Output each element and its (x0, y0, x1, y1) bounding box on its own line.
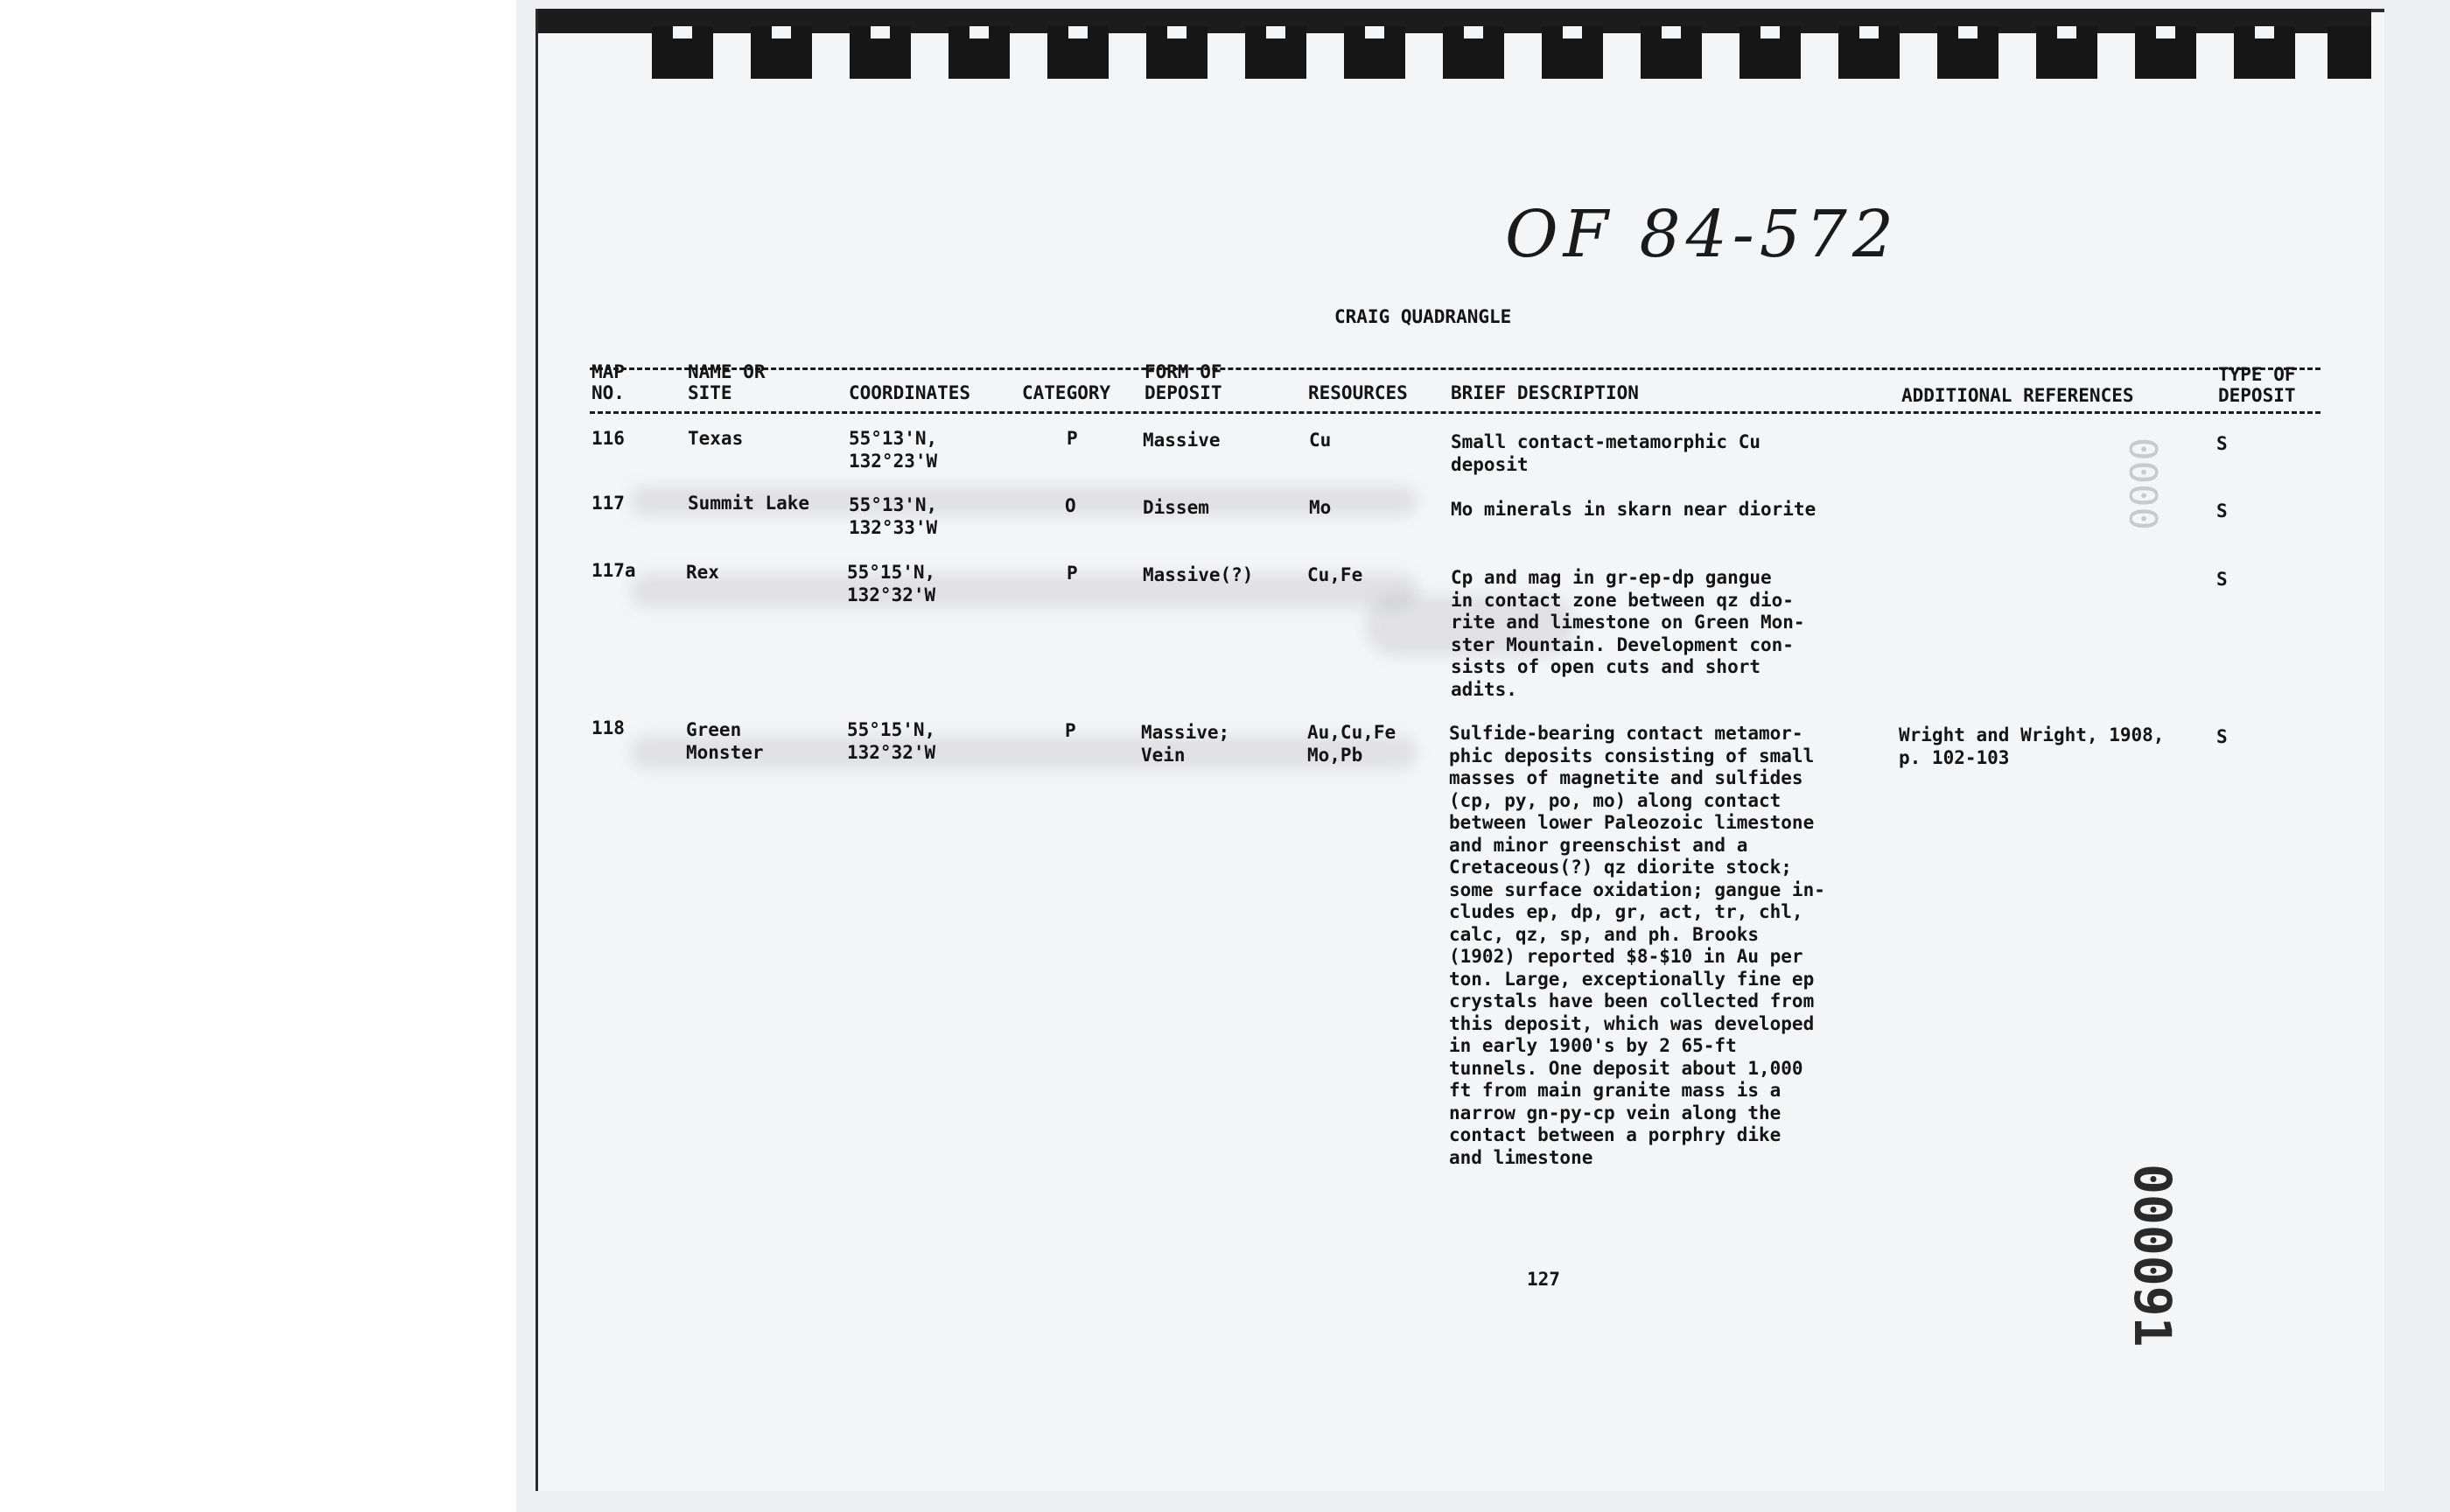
row-118-type: S (2216, 726, 2228, 747)
binding-tab (1641, 26, 1702, 79)
row-117-name: Summit Lake (688, 493, 810, 514)
row-117a-description: Cp and mag in gr-ep-dp gangue in contact zone between qz dio- rite and limestone on Green Mon- ster Mountain. Development con- sists of open cuts and short adits. (1451, 567, 1805, 700)
header-rule-bottom (590, 411, 2320, 414)
binding-tab (1838, 26, 1900, 79)
binding-tab (1146, 26, 1208, 79)
binding-tab (1245, 26, 1306, 79)
row-118-references: Wright and Wright, 1908, p. 102-103 (1899, 724, 2165, 768)
row-118-map-no: 118 (592, 718, 625, 738)
binding-tab (652, 26, 713, 79)
binding-tab (2328, 26, 2371, 79)
row-117a-category: P (1067, 563, 1078, 584)
row-117-map-no: 117 (592, 493, 625, 514)
row-117-form: Dissem (1143, 497, 1209, 518)
row-118-resources: Au,Cu,Fe Mo,Pb (1307, 722, 1396, 766)
header-name: NAME OR SITE (688, 361, 766, 403)
binding-tab (1937, 26, 1998, 79)
row-116-resources: Cu (1309, 430, 1332, 451)
binding-tab (850, 26, 911, 79)
header-coordinates: COORDINATES (849, 382, 971, 403)
row-117-description: Mo minerals in skarn near diorite (1451, 499, 1816, 520)
header-map-no: MAP NO. (592, 361, 625, 403)
row-118-description: Sulfide-bearing contact metamor- phic deposits consisting of small masses of magnetite and sulfides (cp, py, po, mo) along contact between lower Paleozoic limestone and minor greenschist and a Cretaceous(?) qz diorite stock; some surface oxidation; gangue in- cludes ep, dp, gr, act, tr, chl, calc, qz, sp, and ph. Brooks (1902) reported $8-$10 in Au per ton. Large, exceptionally fine ep crystals have been collected from this deposit, which was developed in early 1900's by 2 65-ft tunnels. One deposit about 1,000 ft from main granite mass is a narrow gn-py-cp vein along the contact between a porphry dike and limestone (1449, 723, 1825, 1168)
scan-smudge (630, 573, 1418, 608)
row-117a-resources: Cu,Fe (1307, 564, 1363, 585)
header-form: FORM OF DEPOSIT (1144, 361, 1222, 403)
row-117a-coordinates: 55°15'N, 132°32'W (847, 562, 936, 606)
header-rule-top (590, 368, 2320, 370)
row-117-category: O (1065, 495, 1076, 516)
page-number: 127 (1527, 1269, 1560, 1290)
row-117-resources: Mo (1309, 497, 1332, 518)
binding-tab (2234, 26, 2295, 79)
row-118-coordinates: 55°15'N, 132°32'W (847, 719, 936, 763)
stamp-number (2021, 1164, 2196, 1251)
row-117a-name: Rex (686, 562, 719, 583)
row-116-form: Massive (1143, 430, 1221, 451)
row-116-description: Small contact-metamorphic Cu deposit (1451, 431, 1761, 475)
row-118-name: Green Monster (686, 719, 764, 763)
row-116-map-no: 116 (592, 428, 625, 449)
binding-tab (1542, 26, 1603, 79)
binding-tab (1344, 26, 1405, 79)
binding-tab (2036, 26, 2097, 79)
row-117a-form: Massive(?) (1143, 564, 1254, 585)
row-117a-type: S (2216, 569, 2228, 590)
faint-stamp-number: 0000 (2120, 438, 2165, 530)
row-117-type: S (2216, 500, 2228, 522)
binding-tab (948, 26, 1010, 79)
row-116-coordinates: 55°13'N, 132°23'W (849, 428, 938, 472)
row-118-form: Massive; Vein (1141, 722, 1230, 766)
binding-tab (1443, 26, 1504, 79)
binding-tab (751, 26, 812, 79)
handwritten-file-number: OF 84-572 (1505, 197, 1899, 272)
row-116-category: P (1067, 428, 1078, 449)
binding-tab (1740, 26, 1801, 79)
binding-tab (1047, 26, 1109, 79)
header-category: CATEGORY (1022, 382, 1111, 403)
row-118-category: P (1065, 720, 1076, 741)
header-type: TYPE OF DEPOSIT (2218, 364, 2296, 406)
row-117-coordinates: 55°13'N, 132°33'W (849, 494, 938, 538)
header-references: ADDITIONAL REFERENCES (1901, 385, 2134, 406)
binding-tab (2135, 26, 2196, 79)
row-117a-map-no: 117a (592, 560, 636, 581)
row-116-name: Texas (688, 428, 744, 449)
page-title: CRAIG QUADRANGLE (1334, 306, 1512, 327)
header-description: BRIEF DESCRIPTION (1451, 382, 1639, 403)
header-resources: RESOURCES (1308, 382, 1408, 403)
row-116-type: S (2216, 433, 2228, 454)
